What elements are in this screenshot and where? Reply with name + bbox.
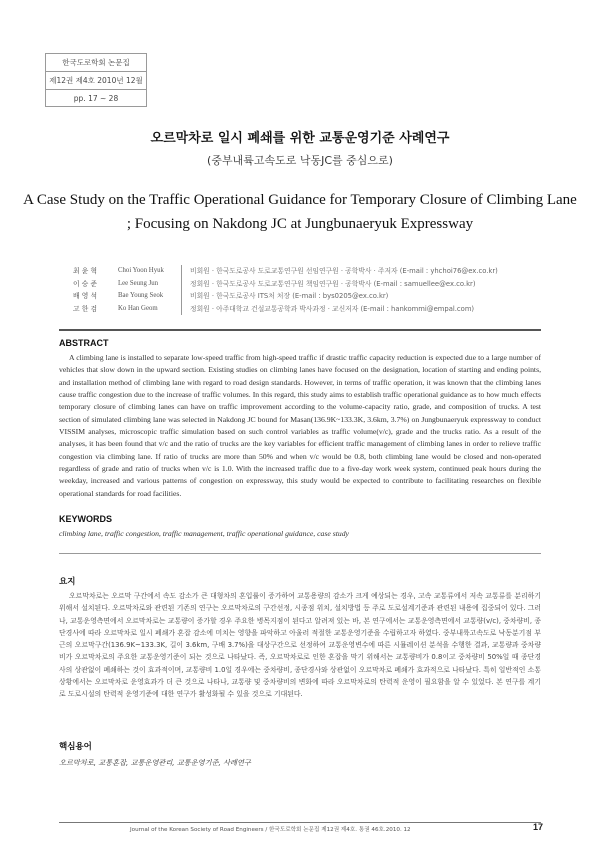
- title-english-line-2: ; Focusing on Nakdong JC at Jungbunaeryuk Expressway: [126, 216, 474, 232]
- author-name-korean: 배 영 석: [73, 292, 98, 300]
- keywords-heading: KEYWORDS: [59, 514, 113, 524]
- journal-volume: 제12권 제4호 2010년 12월: [46, 71, 146, 89]
- author-name-english: Bae Young Seok: [118, 292, 164, 299]
- footer-citation: Journal of the Korean Society of Road Engineers / 한국도로학회 논문집 제12권 제4호. 통권 46호.2010. 12: [130, 827, 411, 833]
- author-affiliation: 정회원 · 아주대학교 건설교통공학과 박사과정 · 교신저자 (E-mail : hankommi@empal.com): [181, 303, 474, 316]
- keywords-bottom-rule: [59, 553, 541, 554]
- keywords-text: climbing lane, traffic congestion, traffic management, traffic operational guidance, case study: [59, 529, 349, 538]
- author-affiliation: 정회원 · 한국도로공사 도로교통연구원 책임연구원 · 공학박사 (E-mail : samuellee@ex.co.kr): [181, 278, 475, 291]
- author-affiliation: 비회원 · 한국도로공사 도로교통연구원 선임연구원 · 공학박사 · 주저자 (E-mail : yhchoi76@ex.co.kr): [181, 265, 498, 278]
- author-name-korean: 최 윤 혁: [73, 267, 98, 275]
- title-korean: 오르막차로 일시 폐쇄를 위한 교통운영기준 사례연구: [150, 131, 450, 146]
- author-row: [73, 265, 543, 278]
- keywords-heading-korean: 핵심용어: [59, 742, 92, 752]
- journal-name: 한국도로학회 논문집: [62, 58, 130, 67]
- subtitle-korean: (중부내륙고속도로 낙동JC를 중심으로): [207, 154, 393, 167]
- title-english: [0, 188, 600, 236]
- author-affiliation: 비회원 · 한국도로공사 ITS처 처장 (E-mail : bys0205@ex.co.kr): [181, 290, 388, 303]
- keywords-text-korean: 오르막차로, 교통혼잡, 교통운영관리, 교통운영기준, 사례연구: [59, 758, 251, 767]
- author-row: [73, 303, 543, 316]
- summary-heading-korean: 요지: [59, 577, 76, 587]
- page-number: 17: [532, 822, 543, 832]
- author-name-english: Choi Yoon Hyuk: [118, 267, 164, 274]
- abstract-heading: ABSTRACT: [59, 338, 109, 348]
- journal-pages: pp. 17 ~ 28: [46, 89, 146, 107]
- author-name-korean: 고 한 검: [73, 304, 98, 313]
- author-name-korean: 이 승 준: [73, 279, 98, 288]
- abstract-top-rule: [59, 329, 541, 331]
- title-english-line-1: A Case Study on the Traffic Operational Guidance for Temporary Closure of Climbing Lane: [23, 192, 577, 208]
- author-row: [73, 290, 543, 303]
- abstract-text: A climbing lane is installed to separate low-speed traffic from high-speed traffic if drastic traffic capacity reduction is expected due to a large number of vehicles that slow down in the upward section. Existing studies on climbing lanes have focused on the designation, location of starting and ending points, and installation method of climbing lane with regard to road design standards. However, in terms of traffic operation, it was known that the climbing lanes cause traffic congestion due to the increase of traffic volumes. In this regard, this study aims to establish traffic operational guidance as to how much effects temporary closure of climbing lanes can have on traffic improvement according to the volume-capacity ratio, grade, and composition of trucks. A test section of simulated climbing lane was selected in Nakdong JC bound for Masan(136.9K~133.3K, 3.6km, 3.7%) on Jungbunaeryuk expressway to conduct VISSIM analyses, microscopic traffic simulation based on such control variables as traffic volume(v/c), grade and the trucks ratio. As a result of the analyses, it has been found that v/c and the ratio of trucks are the key variables for efficient traffic management of climbing lanes in order to relieve traffic congestion via climbing lane. If ratio of trucks are more than 50% and when v/c would be 0.8, both climbing lane would be closed and non-operated regardless of grade and ratio of trucks when v/c is 1.0. With the increased traffic due to a five-day work week system, continued peak hours during the weekday, increased and various patterns of congestion on expressway, this study would be expected to contribute to facilitating researches on flexible operational standards for road facilities.: [59, 353, 541, 498]
- footer-rule: [59, 822, 541, 823]
- journal-info-box: [45, 53, 147, 107]
- author-name-english: Ko Han Geom: [118, 304, 158, 312]
- author-list: [73, 265, 543, 315]
- author-row: [73, 278, 543, 291]
- summary-text-korean: 오르막차로는 오르막 구간에서 속도 감소가 큰 대형차의 혼입률이 증가하여 교통용량의 감소가 크게 예상되는 경우, 고속 교통류에서 저속 교통류를 분리하기 위해서 설치된다. 오르막차로와 관련된 기존의 연구는 오르막차로의 구간선정, 시종점 위치, 설치방법 등 주로 도로설계기준과 관련된 내용에 집중되어 있다. 그러나, 교통운영측면에서 오르막차로는 교통량이 증가할 경우 주요한 병목지점이 된다고 알려져 있는 바, 본 연구에서는 교통운영측면에서 교통량(v/c), 중차량비, 종단경사에 따라 오르막차로 일시 폐쇄가 혼잡 감소에 미치는 영향을 파악하고 아울러 적절한 교통운영기준을 수립하고자 하였다. 중부내륙고속도로 낙동분기점 부근의 오르막구간(136.9K~133.3K, 길이 3.6km, 구배 3.7%)을 대상구간으로 선정하여 교통운영변수에 따른 시뮬레이션 분석을 수행한 결과, 교통량과 중차량비가 오르막차로의 주요한 교통운영기준이 되는 것으로 나타났다. 즉, 오르막차로로 인한 혼잡을 막기 위해서는 교통량비가 0.8이고 중차량비 50%일 때 종단경사의 상관없이 폐쇄하는 것이 효과적이며, 교통량비 1.0일 경우에는 중차량비, 종단경사와 상관없이 오르막차로 폐쇄가 효과적으로 나타났다. 특히 일반적인 소통상황에서는 오르막차로 운영효과가 더 큰 것으로 나타나, 교통량 및 중차량비의 변화에 따라 오르막차로의 탄력적 운영이 필요함을 알 수 있었다. 본 연구를 계기로 도로시설의 탄력적 운영기준에 대한 연구가 활성화될 수 있을 것으로 기대된다.: [59, 592, 542, 699]
- author-name-english: Lee Seung Jun: [118, 279, 159, 287]
